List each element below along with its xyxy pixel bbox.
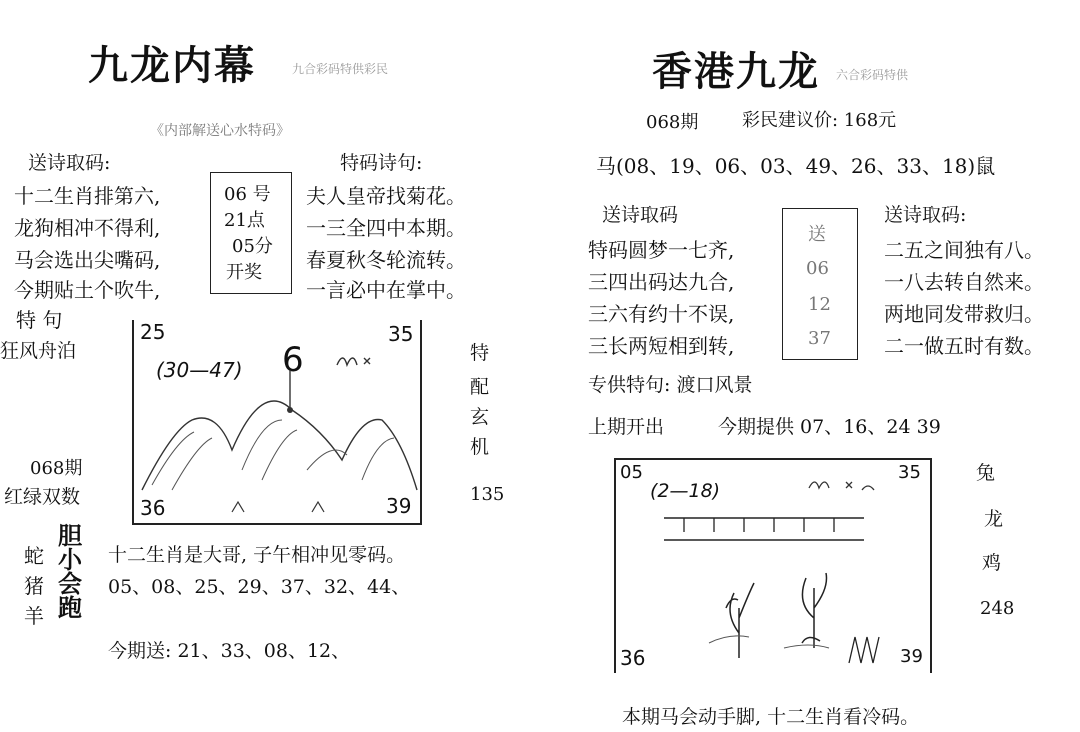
- draw-day: 06 号: [224, 184, 271, 205]
- right-poem-line-right: 二五之间独有八。: [884, 238, 1044, 262]
- right-poem-header-right: 送诗取码:: [884, 204, 967, 226]
- mountain-sketch-icon: [132, 320, 422, 525]
- right-special: 专供特句: 渡口风景: [588, 374, 753, 396]
- fig-corner-br: 39: [900, 646, 923, 667]
- side-number: 135: [470, 484, 505, 505]
- side-number: 248: [980, 598, 1015, 619]
- left-poem-line-right: 春夏秋冬轮流转。: [306, 248, 466, 272]
- dan-char: 小: [58, 545, 82, 574]
- fig-corner-tl: 25: [140, 320, 166, 344]
- side-char: 特: [470, 342, 490, 364]
- box-num: 37: [808, 328, 831, 349]
- fig-range: (2—18): [650, 480, 721, 502]
- side-char: 机: [470, 436, 490, 458]
- side-char: 玄: [470, 406, 490, 428]
- left-poem-line-right: 一三全四中本期。: [306, 216, 466, 240]
- right-poem-line-right: 一八去转自然来。: [884, 270, 1044, 294]
- left-line1: 十二生肖是大哥, 子午相冲见零码。: [108, 544, 406, 566]
- right-provide: 今期提供 07、16、24 39: [718, 416, 941, 438]
- left-today: 今期送: 21、33、08、12、: [108, 640, 351, 662]
- dan-char: 胆: [58, 521, 82, 550]
- right-poem-line: 特码圆梦一七齐,: [588, 238, 735, 262]
- horse-line: 马(08、19、06、03、49、26、33、18)鼠: [596, 154, 996, 178]
- left-poem-line-right: 一言必中在掌中。: [306, 278, 466, 302]
- fig-corner-bl: 36: [620, 646, 646, 670]
- special-label: 特 句: [16, 308, 63, 332]
- right-poem-line-right: 两地同发带救归。: [884, 302, 1044, 326]
- fence-plant-sketch-icon: [614, 458, 932, 673]
- left-poem-line: 龙狗相冲不得利,: [14, 216, 161, 240]
- zodiac: 蛇: [24, 544, 44, 568]
- right-poem-header-left: 送诗取码: [602, 204, 679, 226]
- left-poem-line: 今期贴土个吹牛,: [14, 278, 161, 302]
- draw-minute: 05分: [232, 236, 273, 257]
- box-num: 06: [806, 258, 829, 279]
- draw-hour: 21点: [224, 210, 265, 231]
- side-char: 龙: [984, 508, 1004, 530]
- left-period: 068期: [30, 458, 83, 479]
- side-char: 兔: [976, 462, 996, 484]
- right-poem-line-right: 二一做五时有数。: [884, 334, 1044, 358]
- fig-corner-tr: 35: [388, 322, 414, 346]
- right-title-sub: 六合彩码特供: [836, 68, 909, 82]
- fig-corner-tl: 05: [620, 462, 643, 483]
- zodiac: 羊: [24, 604, 44, 628]
- right-poem-line: 三六有约十不误,: [588, 302, 735, 326]
- right-price: 彩民建议价: 168元: [742, 110, 897, 131]
- fig-corner-bl: 36: [140, 496, 166, 520]
- left-title: 九龙内幕: [88, 42, 256, 89]
- right-period: 068期: [646, 112, 699, 133]
- box-num: 12: [808, 294, 831, 315]
- left-poem-line: 马会选出尖嘴码,: [14, 248, 161, 272]
- right-footer: 本期马会动手脚, 十二生肖看冷码。: [622, 706, 920, 728]
- right-poem-line: 三长两短相到转,: [588, 334, 735, 358]
- dan-char: 会: [58, 569, 82, 598]
- right-poem-line: 三四出码达九合,: [588, 270, 735, 294]
- left-poem-header-right: 特码诗句:: [340, 152, 423, 174]
- zodiac: 猪: [24, 574, 44, 598]
- right-last: 上期开出: [588, 416, 665, 438]
- box-num: 送: [808, 224, 826, 245]
- left-poem-header-left: 送诗取码:: [28, 152, 111, 174]
- red-green: 红绿双数: [4, 486, 81, 508]
- draw-start: 开奖: [226, 262, 262, 283]
- left-title-sub: 九合彩码特供彩民: [292, 62, 389, 76]
- fig-corner-br: 39: [386, 494, 412, 518]
- right-title: 香港九龙: [652, 48, 820, 95]
- dan-char: 跑: [58, 593, 82, 622]
- left-line2: 05、08、25、29、37、32、44、: [108, 576, 411, 598]
- fig-range: (30—47): [156, 358, 243, 382]
- left-subtitle: 《内部解送心水特码》: [150, 123, 290, 139]
- left-poem-line: 十二生肖排第六,: [14, 184, 161, 208]
- fig-number: 6: [282, 340, 304, 380]
- special-text: 狂风舟泊: [0, 340, 77, 362]
- side-char: 鸡: [982, 552, 1002, 574]
- fig-corner-tr: 35: [898, 462, 921, 483]
- side-char: 配: [470, 376, 490, 398]
- left-poem-line-right: 夫人皇帝找菊花。: [306, 184, 466, 208]
